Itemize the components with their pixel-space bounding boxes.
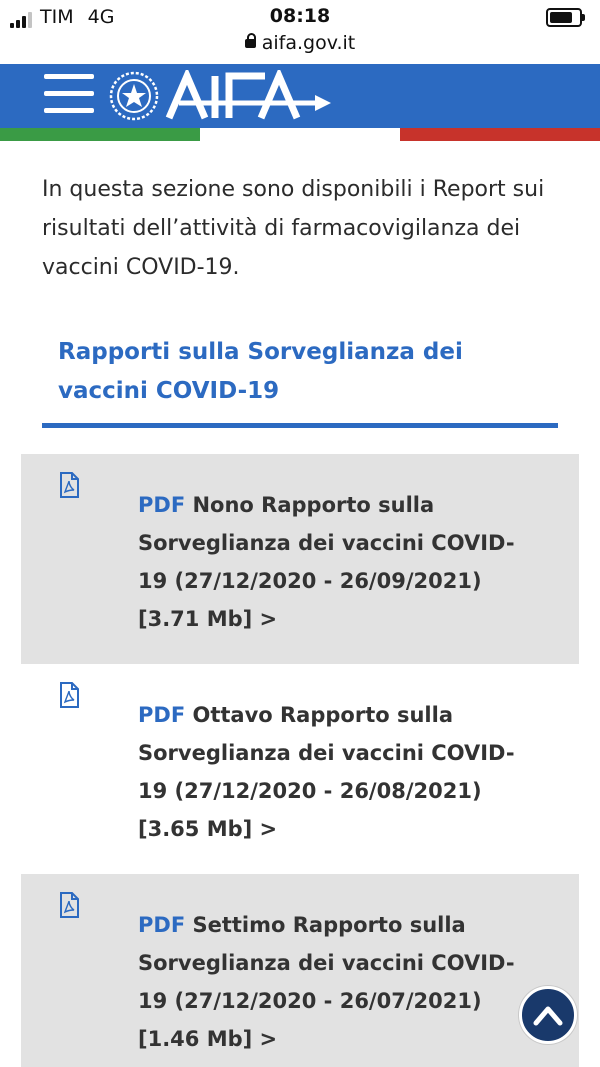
pdf-tag: PDF xyxy=(138,493,186,517)
report-item xyxy=(21,874,579,1067)
section-divider xyxy=(42,423,558,428)
aifa-logo xyxy=(165,70,335,122)
tricolor-stripe xyxy=(0,128,600,141)
report-link[interactable] xyxy=(138,696,518,848)
pdf-tag: PDF xyxy=(138,703,186,727)
pdf-file-icon xyxy=(59,892,79,918)
report-link[interactable] xyxy=(138,486,518,638)
chevron-up-icon xyxy=(533,1001,563,1029)
report-item xyxy=(21,454,579,664)
hamburger-menu-icon[interactable] xyxy=(44,72,94,116)
clock: 08:18 xyxy=(269,5,331,27)
section-title: Rapporti sulla Sorveglianza dei vaccini COVID-19 xyxy=(58,339,463,404)
emblem-icon xyxy=(108,70,160,122)
address-bar[interactable] xyxy=(0,32,600,54)
url-text: aifa.gov.it xyxy=(261,32,356,54)
report-title: Nono Rapporto sulla Sorveglianza dei vaccini COVID-19 (27/12/2020 - 26/09/2021) [3.71 Mb] > xyxy=(138,493,515,631)
battery-icon xyxy=(546,8,582,27)
report-link[interactable] xyxy=(138,906,518,1058)
report-title: Settimo Rapporto sulla Sorveglianza dei vaccini COVID-19 (27/12/2020 - 26/07/2021) [1.46 Mb] > xyxy=(138,913,515,1051)
report-item xyxy=(21,664,579,874)
network-label: 4G xyxy=(87,6,115,28)
carrier-label: TIM xyxy=(40,6,74,28)
intro-text: In questa sezione sono disponibili i Report sui risultati dell’attività di farmacovigilanza dei vaccini COVID-19. xyxy=(42,177,545,280)
site-header xyxy=(0,64,600,128)
pdf-file-icon xyxy=(59,682,79,708)
scroll-to-top-button[interactable] xyxy=(519,986,577,1044)
pdf-file-icon xyxy=(59,472,79,498)
report-title: Ottavo Rapporto sulla Sorveglianza dei vaccini COVID-19 (27/12/2020 - 26/08/2021) [3.65 Mb] > xyxy=(138,703,515,841)
pdf-tag: PDF xyxy=(138,913,186,937)
status-bar xyxy=(0,0,600,64)
lock-icon xyxy=(245,39,256,48)
